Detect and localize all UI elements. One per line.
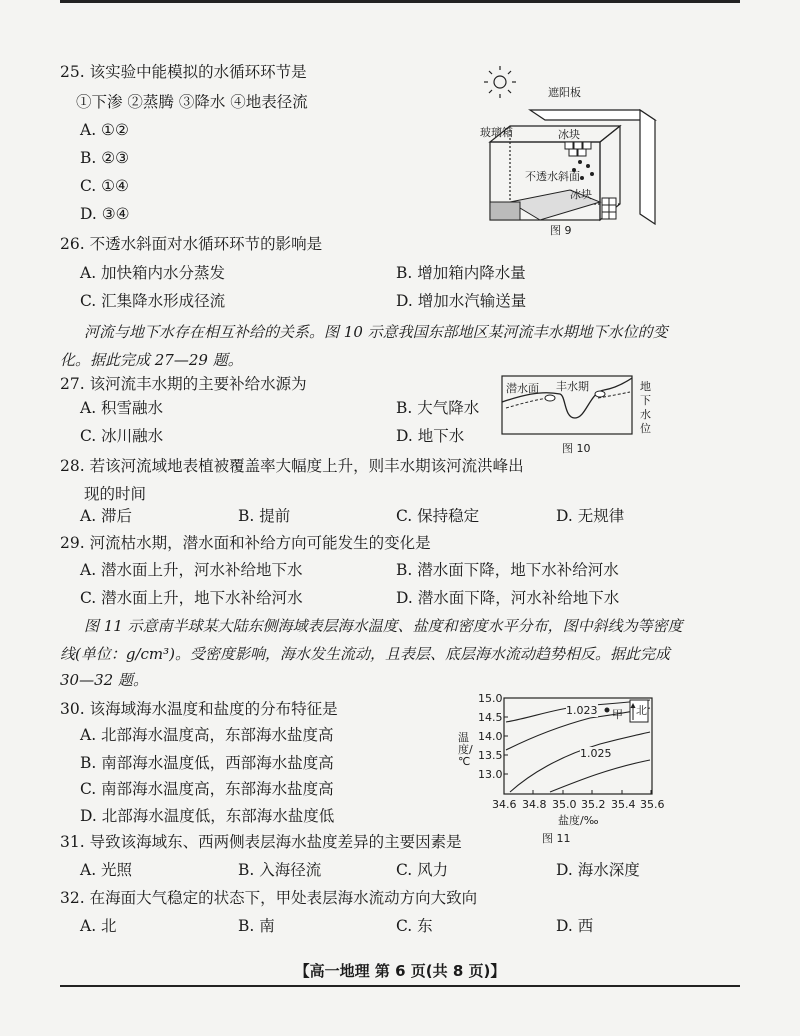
q25-stem: 25. 该实验中能模拟的水循环环节是	[60, 63, 307, 81]
q30-option-a: A. 北部海水温度高，东部海水盐度高	[80, 726, 334, 744]
fig10-label-gw4: 位	[640, 422, 651, 435]
q25-items: ①下渗 ②蒸腾 ③降水 ④地表径流	[76, 93, 308, 111]
page-footer: 【高一地理 第 6 页(共 8 页)】	[294, 962, 506, 980]
q25-option-b: B. ②③	[80, 149, 130, 167]
fig9-label-shade: 遮阳板	[548, 86, 581, 99]
fig10-caption: 图 10	[562, 442, 591, 455]
q32-option-d: D. 西	[556, 917, 594, 935]
fig11-xtick-35-4: 35.4	[611, 798, 636, 811]
fig11-xtick-35-6: 35.6	[640, 798, 665, 811]
q30-option-d: D. 北部海水温度低，东部海水盐度低	[80, 807, 335, 825]
q27-option-c: C. 冰川融水	[80, 427, 164, 445]
q28-option-d: D. 无规律	[556, 507, 625, 525]
intro-27-line2: 化。据此完成 27—29 题。	[60, 351, 243, 369]
fig11-ytick-13: 13.0	[478, 768, 503, 781]
fig11-isoline-1023: 1.023	[566, 704, 598, 717]
figure-10	[500, 372, 660, 458]
q32-stem: 32. 在海面大气稳定的状态下，甲处表层海水流动方向大致向	[60, 889, 478, 907]
figure-9	[470, 62, 670, 242]
fig11-xtick-35-0: 35.0	[552, 798, 577, 811]
fig11-caption: 图 11	[542, 832, 571, 845]
q26-option-d: D. 增加水汽输送量	[396, 292, 527, 310]
fig11-north-label: 北	[636, 704, 647, 717]
fig11-xtick-35-2: 35.2	[581, 798, 606, 811]
fig11-xlabel: 盐度/‰	[558, 814, 599, 827]
point-jia	[605, 708, 610, 713]
figure-11	[458, 692, 670, 846]
fig9-caption: 图 9	[550, 224, 572, 237]
q31-option-a: A. 光照	[80, 861, 133, 879]
q26-option-a: A. 加快箱内水分蒸发	[80, 264, 226, 282]
q32-option-b: B. 南	[238, 917, 275, 935]
q30-option-c: C. 南部海水温度高，东部海水盐度高	[80, 780, 334, 798]
q28-option-a: A. 滞后	[80, 507, 133, 525]
q26-option-b: B. 增加箱内降水量	[396, 264, 526, 282]
q25-option-c: C. ①④	[80, 177, 129, 195]
fig11-xtick-34-8: 34.8	[522, 798, 547, 811]
fig10-label-gw2: 下	[640, 394, 651, 407]
q31-stem: 31. 导致该海域东、西两侧表层海水盐度差异的主要因素是	[60, 833, 462, 851]
q27-option-b: B. 大气降水	[396, 399, 480, 417]
q26-stem: 26. 不透水斜面对水循环环节的影响是	[60, 235, 323, 253]
fig10-label-water-table: 潜水面	[506, 382, 539, 395]
intro-27-line1: 河流与地下水存在相互补给的关系。图 10 示意我国东部地区某河流丰水期地下水位的变	[84, 323, 668, 341]
q28-stem-line1: 28. 若该河流域地表植被覆盖率大幅度上升，则丰水期该河流洪峰出	[60, 457, 524, 475]
ice-blocks-bottom	[602, 198, 616, 219]
q29-stem: 29. 河流枯水期，潜水面和补给方向可能发生的变化是	[60, 534, 431, 552]
q29-option-c: C. 潜水面上升，地下水补给河水	[80, 589, 303, 607]
q31-option-d: D. 海水深度	[556, 861, 640, 879]
q31-option-c: C. 风力	[396, 861, 449, 879]
fig11-ytick-13-5: 13.5	[478, 749, 503, 762]
q32-option-c: C. 东	[396, 917, 433, 935]
fig11-ytick-15: 15.0	[478, 692, 503, 705]
fig11-ylabel: 温度/℃	[458, 731, 473, 768]
fig11-ytick-14: 14.0	[478, 730, 503, 743]
intro-30-line2: 线(单位：g/cm³)。受密度影响，海水发生流动，且表层、底层海水流动趋势相反。据此完成	[60, 645, 671, 663]
fig11-point-label: 甲	[612, 708, 623, 721]
q27-stem: 27. 该河流丰水期的主要补给水源为	[60, 375, 307, 393]
fig9-label-ice-bottom: 冰块	[570, 188, 592, 201]
q26-option-c: C. 汇集降水形成径流	[80, 292, 226, 310]
q28-option-b: B. 提前	[238, 507, 291, 525]
q29-option-a: A. 潜水面上升，河水补给地下水	[80, 561, 303, 579]
footer-rule	[60, 985, 740, 987]
top-border-line	[60, 0, 740, 3]
sand-area	[490, 202, 520, 220]
intro-30-line1: 图 11 示意南半球某大陆东侧海域表层海水温度、盐度和密度水平分布，图中斜线为等密度	[84, 617, 683, 635]
sun-icon	[484, 66, 516, 98]
fig10-label-gw1: 地	[640, 380, 651, 393]
q29-option-d: D. 潜水面下降，河水补给地下水	[396, 589, 620, 607]
q27-option-a: A. 积雪融水	[80, 399, 164, 417]
ice-blocks-top	[565, 142, 591, 156]
q30-option-b: B. 南部海水温度低，西部海水盐度高	[80, 754, 334, 772]
q29-option-b: B. 潜水面下降，地下水补给河水	[396, 561, 619, 579]
q25-option-d: D. ③④	[80, 205, 130, 223]
q28-stem-line2: 现的时间	[84, 485, 147, 503]
shade-board	[530, 110, 655, 120]
fig11-isoline-1025: 1.025	[580, 747, 612, 760]
fig11-xtick-34-6: 34.6	[492, 798, 517, 811]
q25-option-a: A. ①②	[80, 121, 129, 139]
fig11-ytick-14-5: 14.5	[478, 711, 503, 724]
fig10-label-flood: 丰水期	[556, 380, 589, 393]
fig9-label-glass: 玻璃箱	[480, 126, 513, 139]
fig9-label-ice-top: 冰块	[558, 128, 580, 141]
intro-30-line3: 30—32 题。	[60, 671, 148, 689]
q31-option-b: B. 入海径流	[238, 861, 322, 879]
q27-option-d: D. 地下水	[396, 427, 465, 445]
q32-option-a: A. 北	[80, 917, 117, 935]
q28-option-c: C. 保持稳定	[396, 507, 480, 525]
q30-stem: 30. 该海域海水温度和盐度的分布特征是	[60, 700, 338, 718]
fig10-label-gw3: 水	[640, 408, 651, 421]
fig9-label-slope: 不透水斜面	[525, 170, 580, 183]
